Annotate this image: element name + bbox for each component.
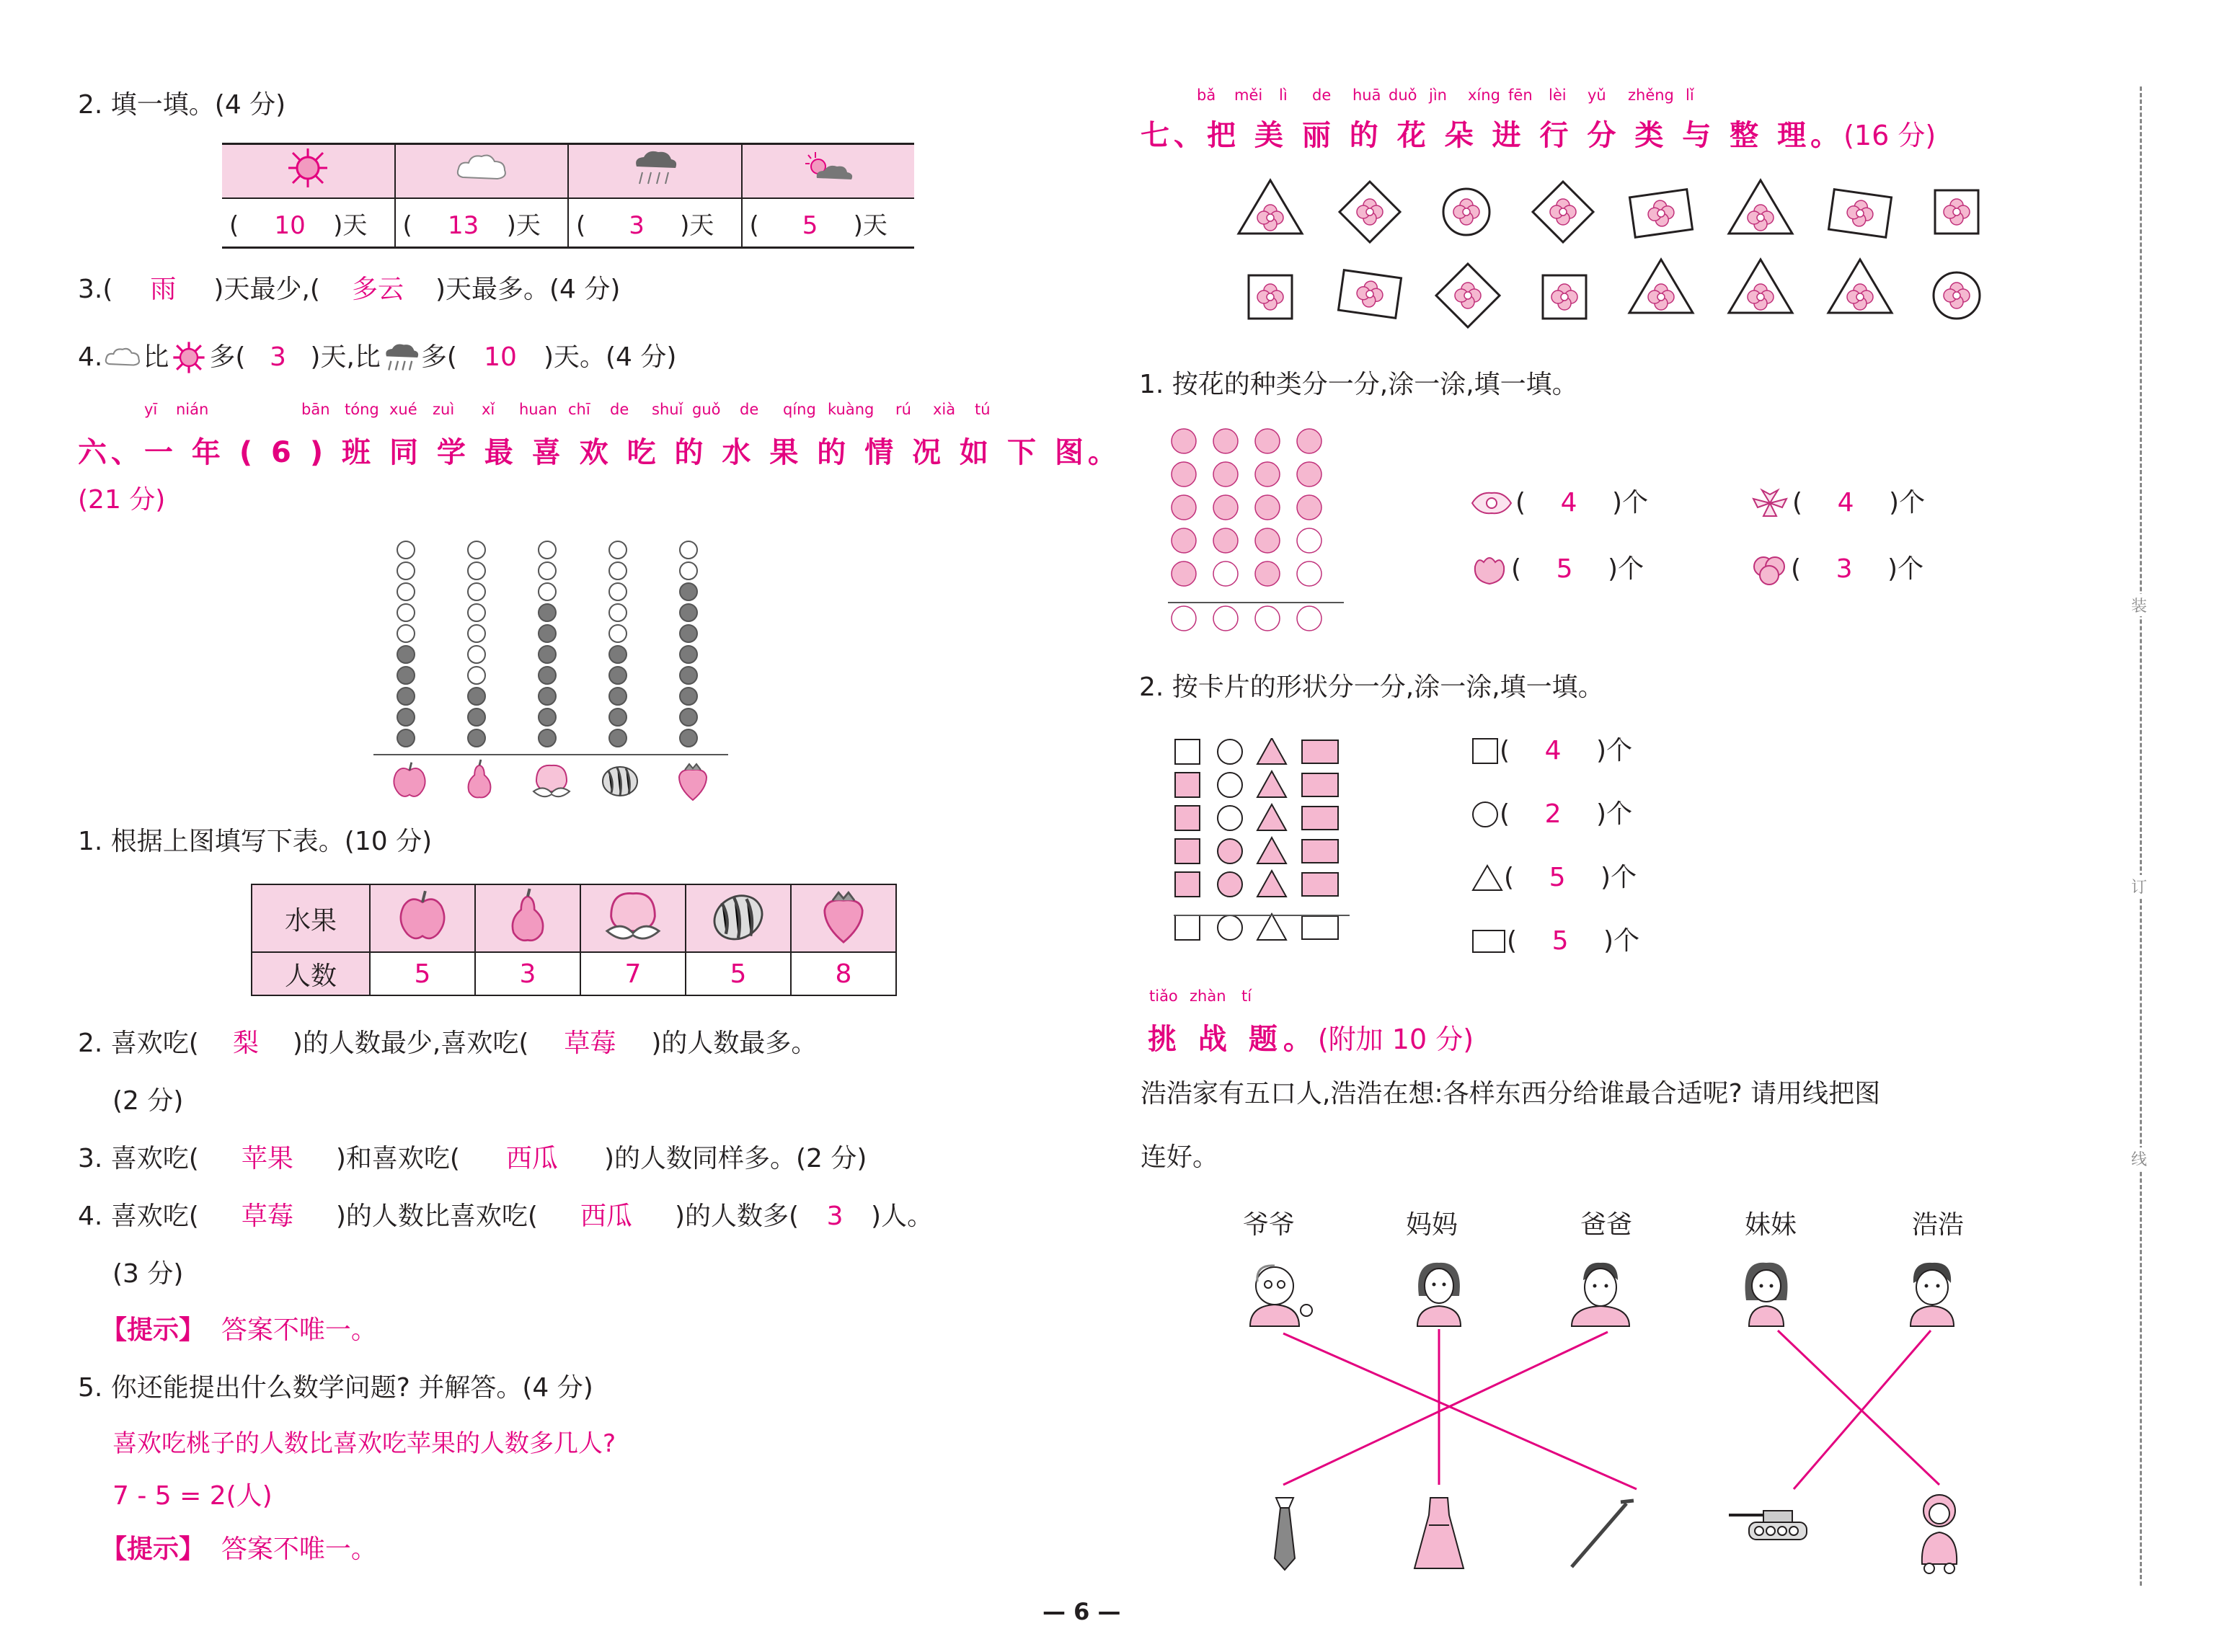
grid-rectangle: [1302, 873, 1338, 896]
row-label-fruit: 水果: [252, 884, 370, 952]
hint-2: 【提示】 答案不唯一。: [101, 1535, 377, 1564]
card-diamond: [1533, 182, 1593, 242]
p1-title: 1. 按花的种类分一分,涂一涂,填一填。: [1139, 370, 1578, 399]
chart-dot-peach: [538, 645, 557, 664]
sub3-line: 3. 喜欢吃( 苹果 )和喜欢吃( 西瓜 )的人数同样多。(2 分): [78, 1144, 867, 1173]
dad-avatar: [1572, 1263, 1629, 1326]
person-label-sister: 妹妹: [1745, 1210, 1797, 1240]
chart-dot-strawberry: [679, 541, 698, 559]
chart-dot-peach: [538, 687, 557, 706]
flower-c-icon: [1468, 552, 1511, 587]
row-label-count: 人数: [252, 952, 370, 995]
card-diamond: [1340, 182, 1400, 242]
person-label-mom: 妈妈: [1406, 1210, 1458, 1240]
sister-avatar: [1745, 1263, 1788, 1326]
sec6-score: (21 分): [78, 485, 166, 515]
flower-a-mark: [1172, 606, 1196, 631]
chart-dot-strawberry: [679, 708, 698, 727]
cloudy-days-answer: 13: [447, 210, 479, 240]
sub4-answer-1: 草莓: [241, 1202, 293, 1231]
card-tilted-rect: [1828, 190, 1891, 238]
flower-b-mark: [1213, 561, 1238, 586]
q2-title: 2. 填一填。(4 分): [78, 90, 286, 120]
chart-dot-apple: [397, 582, 415, 601]
grid-circle: [1218, 872, 1242, 897]
chart-dot-pear: [467, 582, 486, 601]
chart-dot-watermelon: [608, 603, 627, 622]
chart-peach-icon: [529, 761, 574, 803]
q4-answer-1: 3: [269, 342, 286, 372]
p1-count-c: ( 5 )个: [1468, 552, 1644, 587]
p1-answer-b: 4: [1837, 488, 1854, 518]
chart-dot-strawberry: [679, 624, 698, 643]
chart-dot-apple: [397, 624, 415, 643]
sub3-answer-2: 西瓜: [505, 1144, 558, 1173]
flower-d-mark: [1297, 495, 1321, 520]
grid-triangle: [1257, 838, 1286, 863]
sub2-answer-1: 梨: [232, 1029, 259, 1058]
card-square: [1249, 275, 1292, 319]
person-label-grandpa: 爷爷: [1243, 1210, 1296, 1240]
sub5-question: 喜欢吃桃子的人数比喜欢吃苹果的人数多几人?: [112, 1429, 616, 1458]
chart-dot-watermelon: [608, 541, 627, 559]
grid-triangle: [1257, 804, 1286, 830]
q4-line: 4. 比 多( 3 )天,比 多( 10 )天。(4 分): [78, 339, 676, 376]
binding-line: [2140, 86, 2142, 1586]
flower-b-mark: [1213, 528, 1238, 553]
partly-days-answer: 5: [802, 210, 818, 240]
chart-dot-peach: [538, 666, 557, 685]
flower-d-mark: [1297, 561, 1321, 586]
p2-title: 2. 按卡片的形状分一分,涂一涂,填一填。: [1139, 672, 1604, 702]
cloudy-icon: [395, 144, 569, 199]
grid-rectangle: [1302, 807, 1338, 830]
person-label-dad: 爸爸: [1580, 1210, 1633, 1240]
flower-c-mark: [1255, 429, 1280, 453]
card-triangle: [1729, 259, 1792, 313]
matching-lines: [1283, 1329, 1939, 1489]
rectangle-icon: [1471, 927, 1507, 956]
chart-baseline: [373, 754, 728, 755]
sun-days-answer: 10: [274, 210, 306, 240]
card-triangle: [1828, 259, 1892, 313]
sec7-heading: [1141, 112, 1936, 154]
chart-dot-pear: [467, 645, 486, 664]
grid-triangle: [1257, 871, 1286, 897]
chart-dot-strawberry: [679, 561, 698, 580]
p2-count-rectangle: ( 5 )个: [1471, 927, 1639, 956]
grandpa-avatar: [1250, 1266, 1312, 1326]
card-tilted-rect: [1338, 270, 1401, 319]
challenge-title: 挑 战 题。: [1148, 1023, 1318, 1056]
p1-count-a: ( 4 )个: [1468, 487, 1648, 519]
sub2-score: (2 分): [112, 1086, 184, 1116]
chart-dot-apple: [397, 645, 415, 664]
p1-answer-a: 4: [1560, 488, 1577, 518]
sun-icon: [222, 144, 395, 199]
grid-triangle: [1257, 738, 1286, 764]
flower-b-mark: [1213, 606, 1238, 631]
p2-answer-square: 4: [1544, 736, 1562, 765]
rain-days-cell: ( 3 )天: [568, 198, 742, 248]
grid-circle: [1218, 773, 1242, 797]
card-triangle: [1239, 180, 1302, 234]
flower-b-mark: [1213, 429, 1238, 453]
cane-icon: [1572, 1501, 1634, 1567]
chart-dot-pear: [467, 729, 486, 747]
challenge-text-2: 连好。: [1141, 1142, 1219, 1172]
page-number: — 6 —: [1042, 1598, 1121, 1625]
chart-dot-peach: [538, 561, 557, 580]
chart-watermelon-icon: [600, 761, 640, 801]
chart-pear-icon: [461, 758, 497, 803]
chart-dot-strawberry: [679, 687, 698, 706]
chart-dot-watermelon: [608, 729, 627, 747]
sub3-answer-1: 苹果: [241, 1144, 293, 1173]
sub1-title: 1. 根据上图填写下表。(10 分): [78, 827, 433, 856]
chart-dot-pear: [467, 666, 486, 685]
rain-icon: [381, 340, 421, 375]
partly-sunny-icon: [742, 144, 915, 199]
flower-d-mark: [1297, 606, 1321, 631]
matching-illustration: [1226, 1240, 1990, 1586]
grid-triangle: [1257, 914, 1286, 940]
flower-d-mark: [1297, 429, 1321, 453]
flower-cards: [1226, 170, 2047, 336]
challenge-score: (附加 10 分): [1317, 1023, 1474, 1055]
doll-icon: [1922, 1495, 1957, 1573]
flower-c-mark: [1255, 561, 1280, 586]
chart-dot-pear: [467, 624, 486, 643]
flower-b-icon: [1748, 487, 1792, 519]
count-apple: 5: [370, 952, 475, 995]
chart-dot-peach: [538, 729, 557, 747]
chart-dot-watermelon: [608, 666, 627, 685]
chart-dot-peach: [538, 708, 557, 727]
grid-rectangle: [1302, 916, 1338, 939]
p2-answer-rectangle: 5: [1551, 926, 1569, 956]
flower-a-mark: [1172, 462, 1196, 487]
grid-square: [1175, 740, 1200, 764]
grid-circle: [1218, 740, 1242, 764]
card-triangle: [1629, 259, 1693, 313]
sun-days-cell: ( 10 )天: [229, 210, 368, 240]
grid-square: [1175, 915, 1200, 940]
flower-b-mark: [1213, 462, 1238, 487]
sub2-line: 2. 喜欢吃( 梨 )的人数最少,喜欢吃( 草莓 )的人数最多。: [78, 1029, 818, 1058]
flower-d-mark: [1297, 528, 1321, 553]
chart-dot-watermelon: [608, 687, 627, 706]
grid-square: [1175, 806, 1200, 830]
table-peach-icon: [580, 884, 686, 952]
grid-triangle: [1257, 771, 1286, 797]
card-circle: [1443, 189, 1489, 235]
chart-dot-watermelon: [608, 645, 627, 664]
partly-days-cell: ( 5 )天: [742, 198, 915, 248]
weather-table: [222, 143, 914, 249]
card-circle: [1934, 272, 1980, 319]
card-diamond: [1436, 264, 1500, 327]
chart-dot-peach: [538, 624, 557, 643]
hint-1: 【提示】 答案不唯一。: [101, 1315, 377, 1345]
flower-a-mark: [1172, 495, 1196, 520]
chart-dot-apple: [397, 541, 415, 559]
sec6-title: 六、一 年 ( 6 ) 班 同 学 最 喜 欢 吃 的 水 果 的 情 况 如 下 图。: [78, 436, 1121, 469]
flower-d-icon: [1748, 552, 1791, 587]
grid-square: [1175, 773, 1200, 797]
sub4-score: (3 分): [112, 1259, 184, 1289]
chart-dot-strawberry: [679, 582, 698, 601]
chart-dot-watermelon: [608, 624, 627, 643]
grid-circle: [1218, 806, 1242, 830]
chart-dot-apple: [397, 729, 415, 747]
chart-dot-pear: [467, 687, 486, 706]
q3-answer-2: 多云: [351, 275, 404, 304]
sub2-answer-2: 草莓: [564, 1029, 616, 1058]
chart-strawberry-icon: [675, 760, 711, 804]
circle-icon: [1471, 800, 1500, 829]
mom-avatar: [1417, 1263, 1461, 1326]
chart-dot-apple: [397, 561, 415, 580]
sub4-line: 4. 喜欢吃( 草莓 )的人数比喜欢吃( 西瓜 )的人数多( 3 )人。: [78, 1202, 934, 1231]
table-watermelon-icon: [686, 884, 791, 952]
chart-dot-apple: [397, 603, 415, 622]
tie-icon: [1275, 1498, 1295, 1570]
table-apple-icon: [370, 884, 475, 952]
flower-a-mark: [1172, 561, 1196, 586]
p2-answer-circle: 2: [1544, 799, 1562, 829]
binding-char-1: 装: [2131, 594, 2147, 616]
q3-line: 3.( 雨 )天最少,( 多云 )天最多。(4 分): [78, 275, 621, 304]
binding-char-2: 订: [2131, 875, 2147, 897]
tank-icon: [1729, 1511, 1807, 1540]
p2-answer-triangle: 5: [1549, 863, 1566, 892]
chart-dot-pear: [467, 541, 486, 559]
grid-rectangle: [1302, 773, 1338, 796]
chart-dot-strawberry: [679, 603, 698, 622]
p1-answer-d: 3: [1836, 554, 1853, 584]
binding-char-3: 线: [2131, 1147, 2147, 1170]
flower-c-mark: [1255, 495, 1280, 520]
grid-rectangle: [1302, 740, 1338, 763]
p2-count-square: ( 4 )个: [1471, 737, 1632, 765]
chart-dot-strawberry: [679, 666, 698, 685]
flower-c-mark: [1255, 462, 1280, 487]
sub5-title: 5. 你还能提出什么数学问题? 并解答。(4 分): [78, 1373, 593, 1403]
p1-count-d: ( 3 )个: [1748, 552, 1923, 587]
p1-answer-c: 5: [1556, 554, 1573, 584]
sub4-answer-3: 3: [826, 1202, 844, 1231]
cloudy-icon: [102, 343, 143, 372]
flower-sorting-grid: [1168, 425, 1348, 641]
chart-dot-strawberry: [679, 645, 698, 664]
grid-square: [1175, 839, 1200, 863]
chart-dot-peach: [538, 582, 557, 601]
count-peach: 7: [580, 952, 686, 995]
chart-dot-peach: [538, 541, 557, 559]
cloudy-days-cell: ( 13 )天: [395, 198, 569, 248]
flower-a-icon: [1468, 487, 1515, 519]
shape-sorting-grid: [1174, 738, 1354, 954]
challenge-heading: [1148, 1016, 1474, 1057]
flower-b-mark: [1213, 495, 1238, 520]
dress-icon: [1414, 1498, 1464, 1568]
p2-count-circle: ( 2 )个: [1471, 800, 1632, 829]
p1-count-b: ( 4 )个: [1748, 487, 1925, 519]
table-strawberry-icon: [791, 884, 896, 952]
q4-answer-2: 10: [484, 342, 517, 372]
chart-dot-apple: [397, 666, 415, 685]
card-tilted-rect: [1629, 190, 1692, 238]
grid-circle: [1218, 915, 1242, 940]
sec7-title: 七、把 美 丽 的 花 朵 进 行 分 类 与 整 理。: [1141, 119, 1844, 152]
triangle-icon: [1471, 863, 1504, 892]
sub4-answer-2: 西瓜: [580, 1202, 632, 1231]
flower-d-mark: [1297, 462, 1321, 487]
chart-dot-watermelon: [608, 561, 627, 580]
chart-dot-peach: [538, 603, 557, 622]
grid-square: [1175, 872, 1200, 897]
chart-dot-strawberry: [679, 729, 698, 747]
count-watermelon: 5: [686, 952, 791, 995]
chart-apple-icon: [389, 760, 430, 803]
count-pear: 3: [475, 952, 580, 995]
chart-dot-watermelon: [608, 708, 627, 727]
sec7-score: (16 分): [1843, 120, 1936, 151]
chart-dot-pear: [467, 603, 486, 622]
grid-rectangle: [1302, 840, 1338, 863]
flower-a-mark: [1172, 528, 1196, 553]
rain-icon: [568, 144, 742, 199]
flower-c-mark: [1255, 528, 1280, 553]
card-triangle: [1729, 180, 1792, 234]
table-pear-icon: [475, 884, 580, 952]
chart-dot-apple: [397, 708, 415, 727]
q3-answer-1: 雨: [150, 275, 177, 304]
flower-c-mark: [1255, 606, 1280, 631]
square-icon: [1471, 737, 1500, 765]
p2-count-triangle: ( 5 )个: [1471, 863, 1637, 892]
chart-dot-watermelon: [608, 582, 627, 601]
sun-icon: [169, 339, 209, 376]
card-square: [1543, 275, 1586, 319]
grid-circle: [1218, 839, 1242, 863]
person-label-haohao: 浩浩: [1912, 1210, 1965, 1240]
haohao-avatar: [1911, 1263, 1954, 1326]
chart-dot-apple: [397, 687, 415, 706]
fruit-count-table: [251, 884, 897, 996]
flower-a-mark: [1172, 429, 1196, 453]
rain-days-answer: 3: [629, 210, 645, 240]
chart-dot-pear: [467, 561, 486, 580]
chart-dot-pear: [467, 708, 486, 727]
challenge-text-1: 浩浩家有五口人,浩浩在想:各样东西分给谁最合适呢? 请用线把图: [1141, 1079, 1881, 1109]
count-strawberry: 8: [791, 952, 896, 995]
sub5-answer: 7 - 5 = 2(人): [112, 1481, 273, 1511]
card-square: [1935, 190, 1978, 234]
